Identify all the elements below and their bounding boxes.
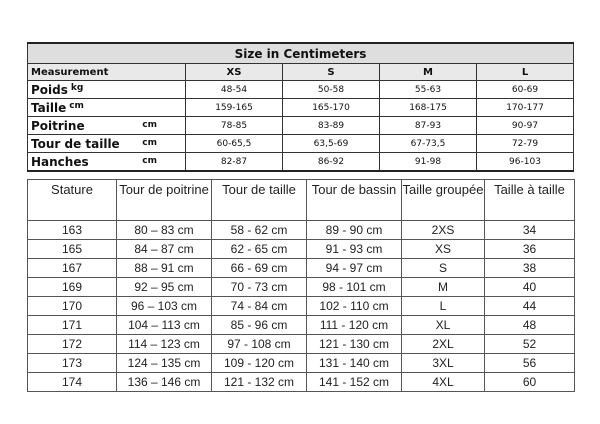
row-unit: kg xyxy=(70,82,84,93)
table-cell: 66 - 69 cm xyxy=(212,259,307,278)
table-row xyxy=(28,373,575,392)
table-cell: 78-85 xyxy=(186,117,283,135)
row-label-cell xyxy=(28,99,186,117)
table-row xyxy=(28,259,575,278)
table-cell: 165 xyxy=(28,240,117,259)
table-row-tour-de-taille xyxy=(28,135,574,153)
row-label-cell xyxy=(28,81,186,99)
table-cell: 165-170 xyxy=(283,99,380,117)
row-label-cell xyxy=(28,117,186,135)
table-cell: 96-103 xyxy=(477,153,574,172)
table-cell: 172 xyxy=(28,335,117,354)
size-centimeters-table xyxy=(27,42,574,172)
table-row xyxy=(28,240,575,259)
table-title-row xyxy=(28,43,574,64)
table-cell: 52 xyxy=(485,335,575,354)
table-cell: 131 - 140 cm xyxy=(307,354,402,373)
table-cell: 72-79 xyxy=(477,135,574,153)
table-cell: 48-54 xyxy=(186,81,283,99)
table-cell: 3XL xyxy=(402,354,485,373)
table-cell: 80 – 83 cm xyxy=(117,221,212,240)
table-row-poids xyxy=(28,81,574,99)
table-cell: 169 xyxy=(28,278,117,297)
table-cell: 58 - 62 cm xyxy=(212,221,307,240)
table-row xyxy=(28,297,575,316)
table-cell: 97 - 108 cm xyxy=(212,335,307,354)
table-cell: 63,5-69 xyxy=(283,135,380,153)
table-cell: XS xyxy=(402,240,485,259)
table-cell: 96 – 103 cm xyxy=(117,297,212,316)
table-row xyxy=(28,335,575,354)
table-cell: 86-92 xyxy=(283,153,380,172)
table-cell: 92 – 95 cm xyxy=(117,278,212,297)
table-row xyxy=(28,354,575,373)
table-cell: 89 - 90 cm xyxy=(307,221,402,240)
table-cell: 85 - 96 cm xyxy=(212,316,307,335)
table-row-poitrine xyxy=(28,117,574,135)
row-label-cell xyxy=(28,135,186,153)
table-cell: L xyxy=(402,297,485,316)
header-tour-de-poitrine: Tour de poitrine xyxy=(117,180,212,221)
table-cell: 62 - 65 cm xyxy=(212,240,307,259)
table-cell: XL xyxy=(402,316,485,335)
header-tour-de-taille: Tour de taille xyxy=(212,180,307,221)
table-cell: 38 xyxy=(485,259,575,278)
table-cell: 170 xyxy=(28,297,117,316)
table-cell: 70 - 73 cm xyxy=(212,278,307,297)
table-cell: 91 - 93 cm xyxy=(307,240,402,259)
table-cell: 141 - 152 cm xyxy=(307,373,402,392)
table-cell: 91-98 xyxy=(380,153,477,172)
row-label: Poids xyxy=(31,82,68,97)
table-cell: 173 xyxy=(28,354,117,373)
table-cell: 170-177 xyxy=(477,99,574,117)
table-cell: 167 xyxy=(28,259,117,278)
table-cell: 83-89 xyxy=(283,117,380,135)
size-chart-table xyxy=(27,179,575,392)
table-cell: 102 - 110 cm xyxy=(307,297,402,316)
table-cell: 168-175 xyxy=(380,99,477,117)
header-xs: XS xyxy=(186,64,283,81)
table-row-hanches xyxy=(28,153,574,172)
table-cell: 136 – 146 cm xyxy=(117,373,212,392)
table-header-row xyxy=(28,64,574,81)
table-cell: 60 xyxy=(485,373,575,392)
table-cell: 67-73,5 xyxy=(380,135,477,153)
header-s: S xyxy=(283,64,380,81)
table-cell: 121 - 130 cm xyxy=(307,335,402,354)
table-cell: 48 xyxy=(485,316,575,335)
table-cell: 90-97 xyxy=(477,117,574,135)
table-cell: M xyxy=(402,278,485,297)
table-cell: S xyxy=(402,259,485,278)
table-cell: 50-58 xyxy=(283,81,380,99)
table-cell: 55-63 xyxy=(380,81,477,99)
header-taille-a-taille: Taille à taille xyxy=(485,180,575,221)
table-cell: 124 – 135 cm xyxy=(117,354,212,373)
row-label: Hanches xyxy=(31,154,89,169)
row-label: Taille xyxy=(31,100,67,115)
table-cell: 2XS xyxy=(402,221,485,240)
header-stature: Stature xyxy=(28,180,117,221)
table-header-row xyxy=(28,180,575,221)
table-cell: 109 - 120 cm xyxy=(212,354,307,373)
row-unit: cm xyxy=(142,138,157,148)
row-label: Poitrine xyxy=(31,118,85,133)
table-cell: 104 – 113 cm xyxy=(117,316,212,335)
table-cell: 121 - 132 cm xyxy=(212,373,307,392)
table-cell: 44 xyxy=(485,297,575,316)
row-unit: cm xyxy=(142,120,157,130)
table-cell: 40 xyxy=(485,278,575,297)
table-cell: 114 – 123 cm xyxy=(117,335,212,354)
table-cell: 87-93 xyxy=(380,117,477,135)
row-label: Tour de taille xyxy=(31,136,120,151)
table-title: Size in Centimeters xyxy=(28,43,574,64)
row-unit: cm xyxy=(69,100,84,111)
table-cell: 98 - 101 cm xyxy=(307,278,402,297)
table-cell: 94 - 97 cm xyxy=(307,259,402,278)
table-cell: 36 xyxy=(485,240,575,259)
table-cell: 60-65,5 xyxy=(186,135,283,153)
table-row-taille xyxy=(28,99,574,117)
table-cell: 171 xyxy=(28,316,117,335)
table-cell: 159-165 xyxy=(186,99,283,117)
table-cell: 88 – 91 cm xyxy=(117,259,212,278)
table-cell: 111 - 120 cm xyxy=(307,316,402,335)
table-cell: 163 xyxy=(28,221,117,240)
table-row xyxy=(28,221,575,240)
table-row xyxy=(28,316,575,335)
header-measurement: Measurement xyxy=(28,64,186,81)
header-taille-groupee: Taille groupée xyxy=(402,180,485,221)
table-row xyxy=(28,278,575,297)
table-cell: 84 – 87 cm xyxy=(117,240,212,259)
row-label-cell xyxy=(28,153,186,172)
table-cell: 174 xyxy=(28,373,117,392)
row-unit: cm xyxy=(142,156,157,166)
header-m: M xyxy=(380,64,477,81)
table-cell: 2XL xyxy=(402,335,485,354)
size-chart-body xyxy=(28,221,575,392)
table-cell: 34 xyxy=(485,221,575,240)
table-cell: 74 - 84 cm xyxy=(212,297,307,316)
table-cell: 4XL xyxy=(402,373,485,392)
header-tour-de-bassin: Tour de bassin xyxy=(307,180,402,221)
table-cell: 56 xyxy=(485,354,575,373)
table-cell: 60-69 xyxy=(477,81,574,99)
table-cell: 82-87 xyxy=(186,153,283,172)
header-l: L xyxy=(477,64,574,81)
